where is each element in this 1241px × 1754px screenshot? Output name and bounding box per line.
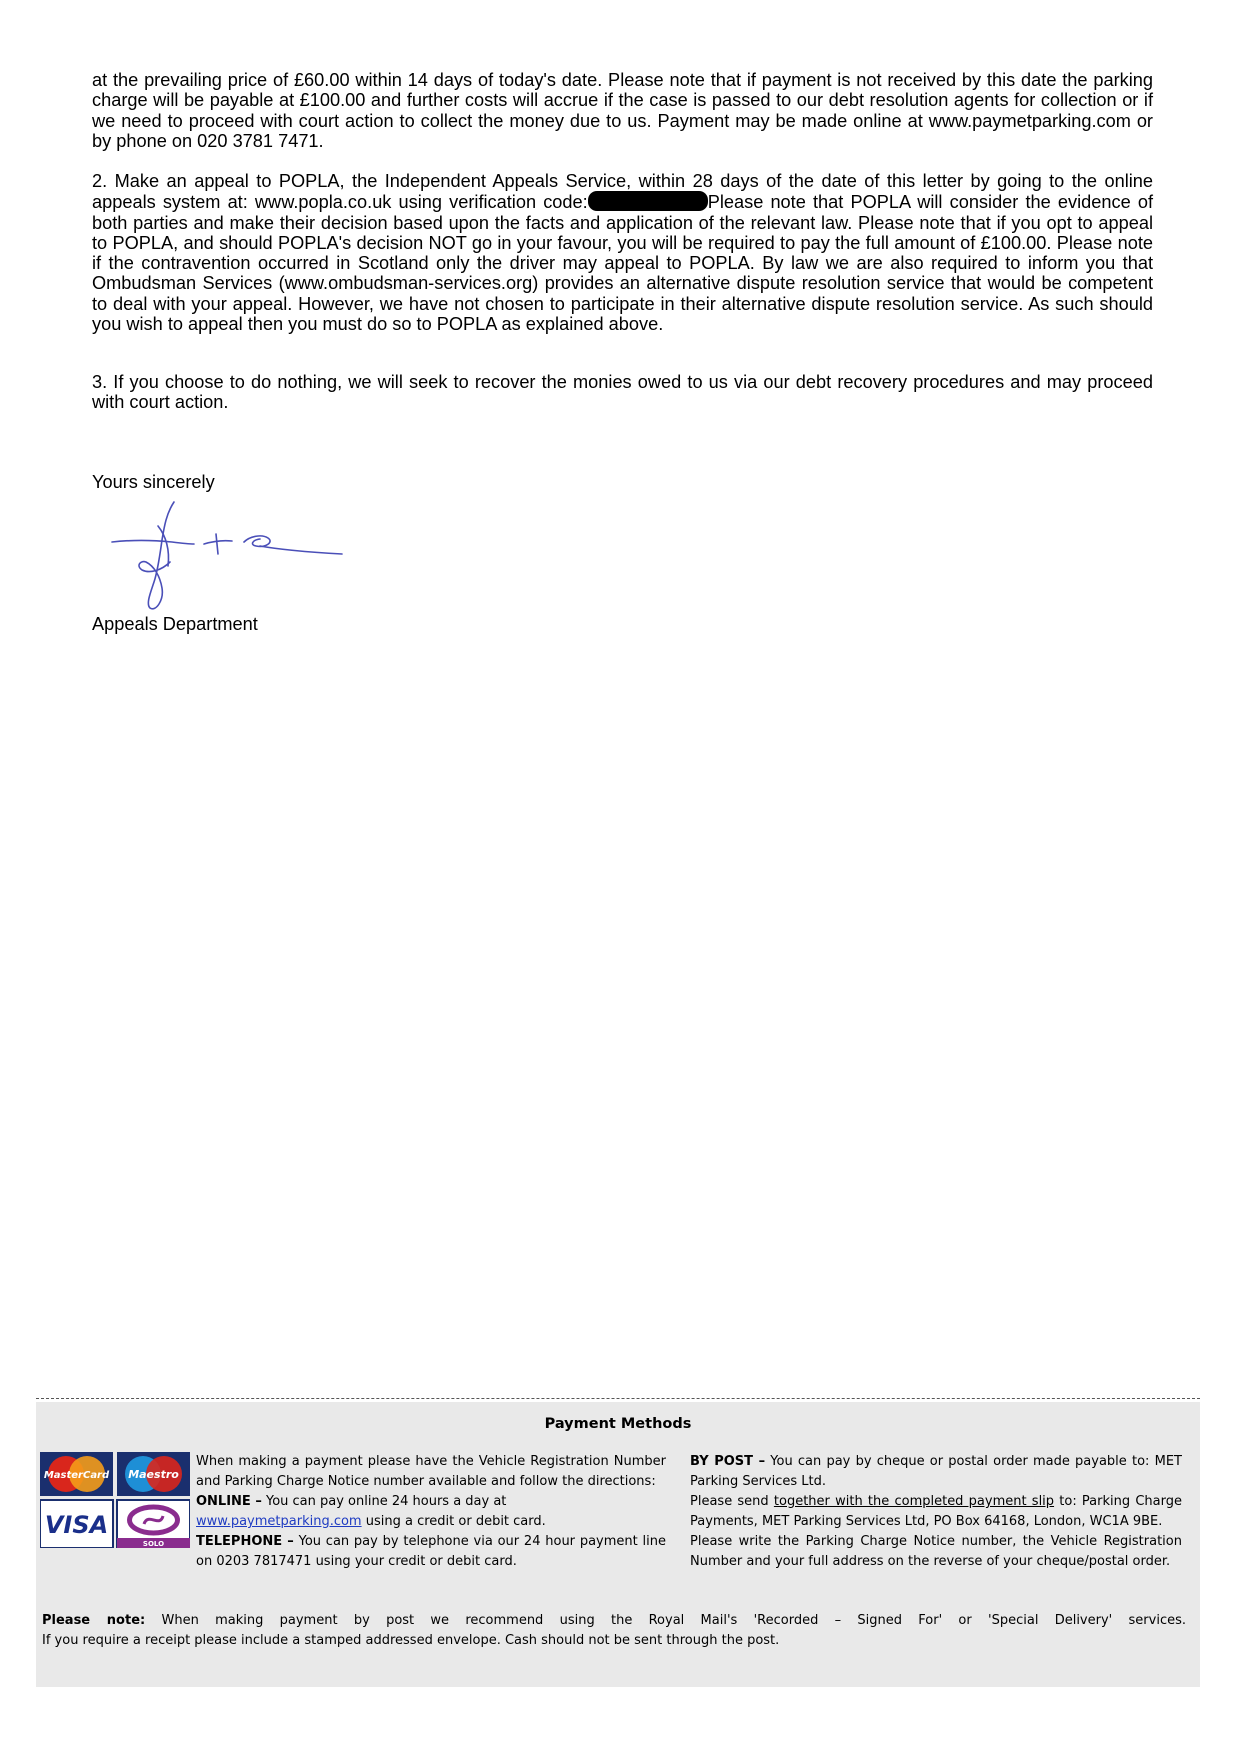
card-logos bbox=[40, 1452, 190, 1548]
paragraph-2-end: Please note that POPLA will consider the evidence of both parties and make their decision based upon the facts and application of the relevant law. Please note that if you opt to appeal to POPLA, and should POPLA's decision NOT go in your favour, you will be required to pay the full amount of £100.00. Please note if the contravention occurred in Scotland only the driver may appeal to POPLA. By law we are also required to inform you that Ombudsman Services (www.ombudsman-services.org) provides an alternative dispute resolution service that would be competent to deal with your appeal. However, we have not chosen to participate in their alternative dispute resolution service. As such should you wish to appeal then you must do so to POPLA as explained above. bbox=[92, 192, 1153, 335]
telephone-payment bbox=[196, 1532, 666, 1572]
post-label: BY POST – bbox=[690, 1454, 766, 1469]
online-payment bbox=[196, 1492, 666, 1532]
post-note-line-1 bbox=[42, 1611, 1186, 1631]
payment-instructions-left bbox=[196, 1452, 666, 1572]
closing-salutation: Yours sincerely bbox=[92, 472, 215, 492]
solo-logo bbox=[117, 1500, 190, 1548]
payment-instructions-right bbox=[690, 1452, 1182, 1572]
post-send-before: Please send bbox=[690, 1494, 774, 1509]
online-text: You can pay online 24 hours a day at bbox=[261, 1494, 507, 1509]
note-line-1-text: When making payment by post we recommend using the Royal Mail's 'Recorded – Signed For' or 'Special Delivery' services. bbox=[145, 1613, 1186, 1628]
payment-methods-slip bbox=[36, 1402, 1200, 1687]
maestro-logo bbox=[117, 1452, 190, 1496]
paragraph-2-start: 2. Make an appeal to POPLA, the Independent Appeals Service, within 28 days of the date of this letter by going to the online appeals system at: www.popla.co.uk using verification code: bbox=[92, 171, 1153, 213]
post-send-after: to: Parking Charge Payments, MET Parking Services Ltd, PO Box 64168, London, WC1A 9BE. bbox=[690, 1494, 1182, 1529]
letter-paragraph-2 bbox=[92, 171, 1153, 334]
redacted-verification-code bbox=[588, 191, 708, 211]
payment-methods-title: Payment Methods bbox=[544, 1416, 692, 1432]
post-text: You can pay by cheque or postal order made payable to: MET Parking Services Ltd. bbox=[690, 1454, 1182, 1489]
svg-text:MasterCard: MasterCard bbox=[43, 1470, 110, 1481]
post-send-underlined: together with the completed payment slip bbox=[773, 1494, 1055, 1509]
telephone-label: TELEPHONE – bbox=[196, 1534, 294, 1549]
post-note-line-2: If you require a receipt please include a stamped addressed envelope. Cash should not be sent through the post. bbox=[42, 1633, 780, 1648]
svg-text:VISA: VISA bbox=[44, 1511, 109, 1539]
svg-text:Maestro: Maestro bbox=[128, 1468, 179, 1481]
handwritten-signature bbox=[110, 496, 350, 614]
paymetparking-link[interactable]: www.paymetparking.com bbox=[196, 1514, 362, 1529]
signatory-department: Appeals Department bbox=[92, 614, 258, 634]
online-after: using a credit or debit card. bbox=[361, 1514, 546, 1529]
visa-logo bbox=[40, 1500, 113, 1548]
post-send-instructions bbox=[690, 1492, 1182, 1532]
note-label: Please note: bbox=[42, 1613, 146, 1628]
online-label: ONLINE – bbox=[196, 1494, 262, 1509]
cut-line bbox=[36, 1398, 1200, 1399]
post-note bbox=[42, 1611, 1186, 1651]
mastercard-logo bbox=[40, 1452, 113, 1496]
letter-paragraph-1: at the prevailing price of £60.00 within 14 days of today's date. Please note that if payment is not received by this date the parking charge will be payable at £100.00 and further costs will accrue if the case is passed to our debt resolution agents for collection or if we need to proceed with court action to collect the money due to us. Payment may be made online at www.paymetparking.com or by phone on 020 3781 7471. bbox=[92, 70, 1153, 151]
post-write-instructions: Please write the Parking Charge Notice number, the Vehicle Registration Number and your full address on the reverse of your cheque/postal order. bbox=[690, 1534, 1182, 1569]
telephone-text: You can pay by telephone via our 24 hour payment line on 0203 7817471 using your credit or debit card. bbox=[196, 1534, 666, 1569]
svg-text:SOLO: SOLO bbox=[142, 1540, 165, 1548]
payment-intro: When making a payment please have the Vehicle Registration Number and Parking Charge Notice number available and follow the directions: bbox=[196, 1454, 666, 1489]
letter-paragraph-3: 3. If you choose to do nothing, we will seek to recover the monies owed to us via our debt recovery procedures and may proceed with court action. bbox=[92, 372, 1153, 413]
post-payment bbox=[690, 1452, 1182, 1492]
